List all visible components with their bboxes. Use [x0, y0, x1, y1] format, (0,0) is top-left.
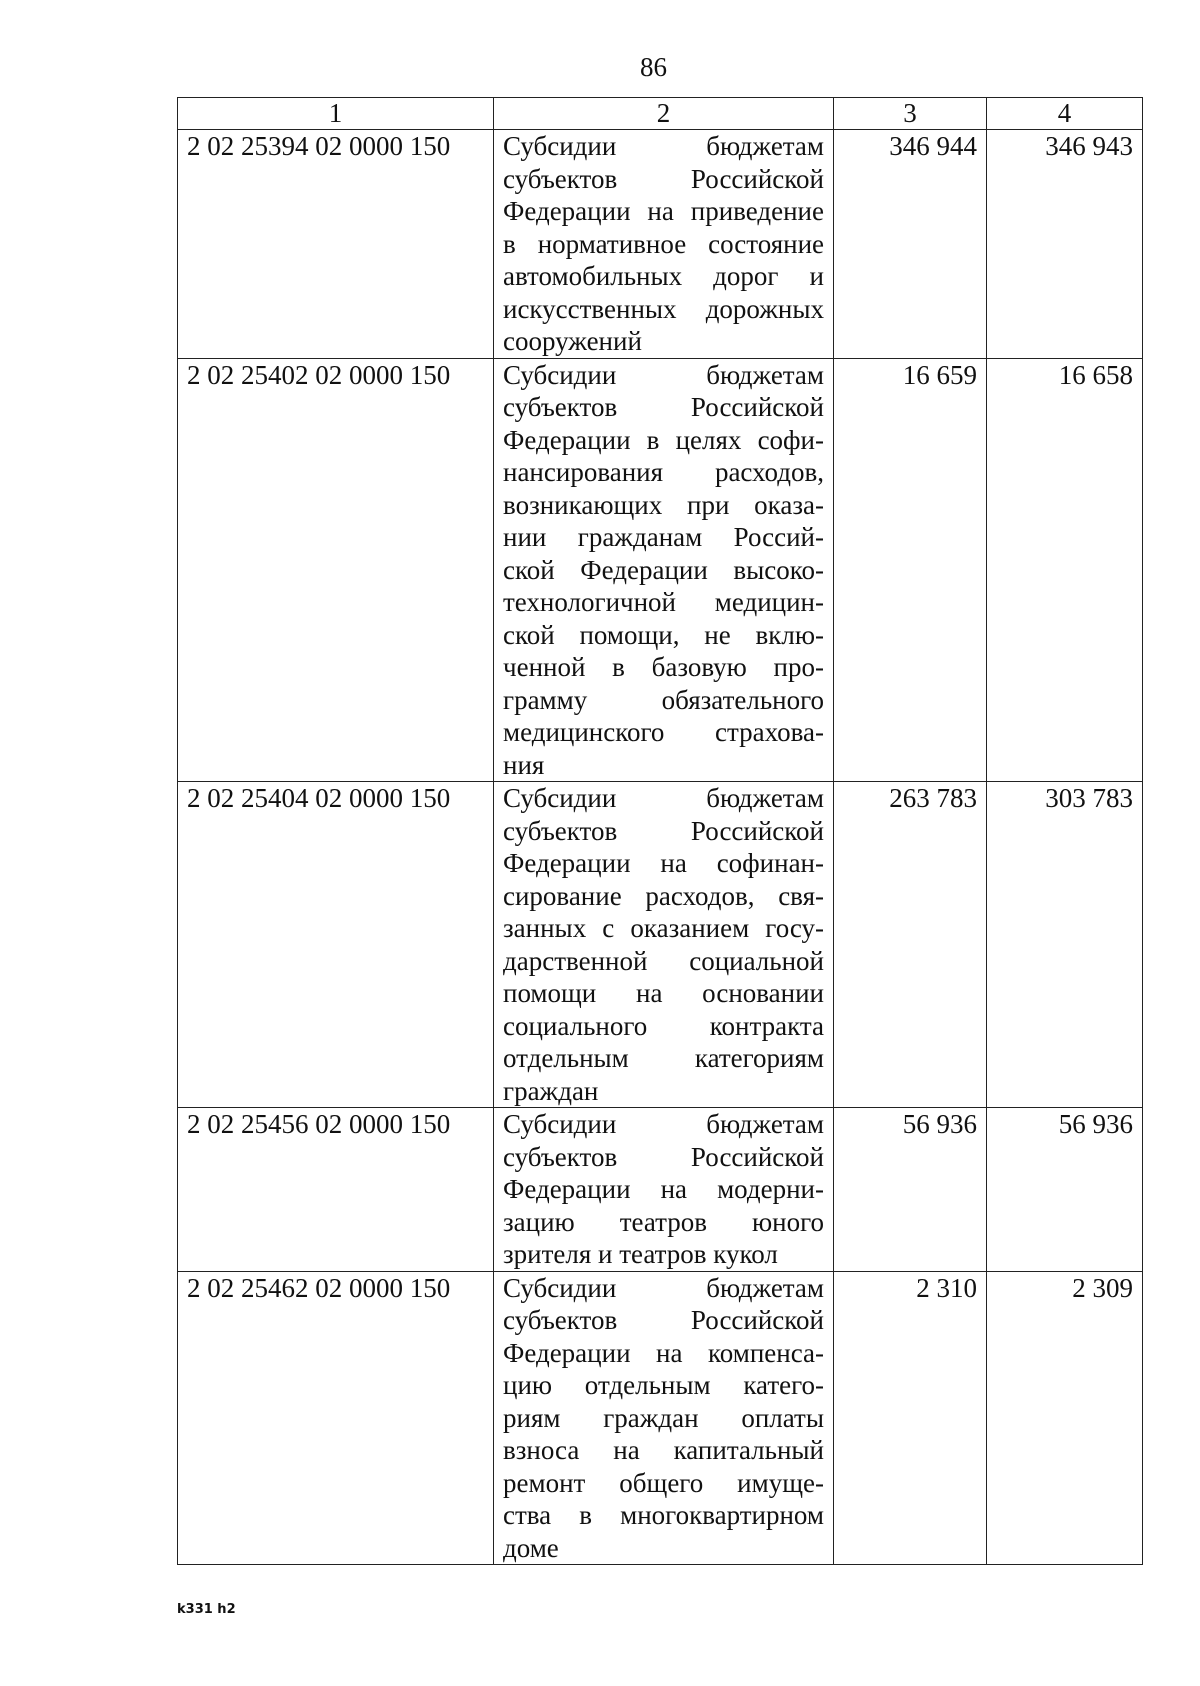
- budget-code-cell: 2 02 25456 02 0000 150: [178, 1108, 494, 1272]
- description-line: Федерации на компенса-: [503, 1337, 824, 1368]
- description-line: риям граждан оплаты: [503, 1402, 824, 1433]
- description-line: нии гражданам Россий-: [503, 522, 824, 552]
- description-line: субъектов Российской: [503, 392, 824, 422]
- description-cell: [494, 782, 834, 1108]
- description-line: технологичной медицин-: [503, 587, 824, 617]
- amount-col-3-cell: 346 944: [834, 130, 987, 359]
- amount-col-4-cell: 16 658: [987, 358, 1143, 782]
- page-number: 86: [640, 52, 667, 82]
- description-line: ской Федерации высоко-: [503, 554, 824, 585]
- description-line: возникающих при оказа-: [503, 489, 824, 520]
- amount-col-4-cell: 56 936: [987, 1108, 1143, 1272]
- description-line: взноса на капитальный: [503, 1435, 824, 1465]
- description-line: субъектов Российской: [503, 1305, 824, 1335]
- budget-code-cell: 2 02 25394 02 0000 150: [178, 130, 494, 359]
- amount-col-3-cell: 2 310: [834, 1271, 987, 1565]
- description-line: Субсидии бюджетам: [503, 1109, 824, 1139]
- description-line: Федерации на приведение: [503, 196, 824, 226]
- description-line: ченной в базовую про-: [503, 652, 824, 682]
- amount-col-3-cell: 56 936: [834, 1108, 987, 1272]
- table-row: [178, 358, 1143, 782]
- amount-col-4-cell: 346 943: [987, 130, 1143, 359]
- description-line: цию отдельным катего-: [503, 1370, 824, 1400]
- description-line: в нормативное состояние: [503, 228, 824, 259]
- table-row: [178, 130, 1143, 359]
- budget-code-cell: 2 02 25404 02 0000 150: [178, 782, 494, 1108]
- description-line: Субсидии бюджетам: [503, 131, 824, 161]
- table-row: [178, 782, 1143, 1108]
- description-line: граждан: [503, 1075, 599, 1106]
- description-line: Федерации на модерни-: [503, 1174, 824, 1204]
- header-col-2: 2: [494, 98, 834, 130]
- description-line: субъектов Российской: [503, 815, 824, 846]
- description-line: ремонт общего имуще-: [503, 1467, 824, 1498]
- description-line: ния: [503, 749, 545, 780]
- table-body: [178, 130, 1143, 1565]
- amount-col-3-cell: 263 783: [834, 782, 987, 1108]
- description-line: дарственной социальной: [503, 945, 824, 976]
- header-col-3: 3: [834, 98, 987, 130]
- description-line: нансирования расходов,: [503, 457, 824, 487]
- description-cell: [494, 1271, 834, 1565]
- description-line: грамму обязательного: [503, 684, 824, 715]
- amount-col-4-cell: 2 309: [987, 1271, 1143, 1565]
- description-cell: [494, 358, 834, 782]
- footer-code: k331 h2: [177, 1602, 236, 1617]
- description-line: социального контракта: [503, 1010, 824, 1041]
- description-line: зацию театров юного: [503, 1206, 824, 1237]
- header-col-4: 4: [987, 98, 1143, 130]
- description-line: ской помощи, не вклю-: [503, 619, 824, 650]
- description-line: сирование расходов, свя-: [503, 880, 824, 911]
- description-line: искусственных дорожных: [503, 293, 824, 324]
- table-row: [178, 1108, 1143, 1272]
- header-col-1: 1: [178, 98, 494, 130]
- description-line: Федерации в целях софи-: [503, 424, 824, 455]
- budget-code-cell: 2 02 25462 02 0000 150: [178, 1271, 494, 1565]
- description-line: занных с оказанием госу-: [503, 913, 824, 943]
- description-cell: [494, 130, 834, 359]
- description-line: медицинского страхова-: [503, 717, 824, 747]
- table-header-row: [178, 98, 1143, 130]
- description-line: доме: [503, 1532, 559, 1563]
- description-line: ства в многоквартирном: [503, 1500, 824, 1530]
- description-line: зрителя и театров кукол: [503, 1239, 778, 1269]
- amount-col-4-cell: 303 783: [987, 782, 1143, 1108]
- description-line: помощи на основании: [503, 978, 824, 1008]
- description-line: Федерации на софинан-: [503, 848, 824, 878]
- description-line: Субсидии бюджетам: [503, 783, 824, 813]
- description-cell: [494, 1108, 834, 1272]
- description-line: отдельным категориям: [503, 1043, 824, 1073]
- amount-col-3-cell: 16 659: [834, 358, 987, 782]
- budget-code-cell: 2 02 25402 02 0000 150: [178, 358, 494, 782]
- table-row: [178, 1271, 1143, 1565]
- description-line: Субсидии бюджетам: [503, 1272, 824, 1303]
- description-line: Субсидии бюджетам: [503, 359, 824, 390]
- description-line: автомобильных дорог и: [503, 261, 824, 291]
- budget-table: [177, 97, 1143, 1565]
- description-line: субъектов Российской: [503, 1141, 824, 1172]
- description-line: субъектов Российской: [503, 163, 824, 194]
- description-line: сооружений: [503, 326, 642, 356]
